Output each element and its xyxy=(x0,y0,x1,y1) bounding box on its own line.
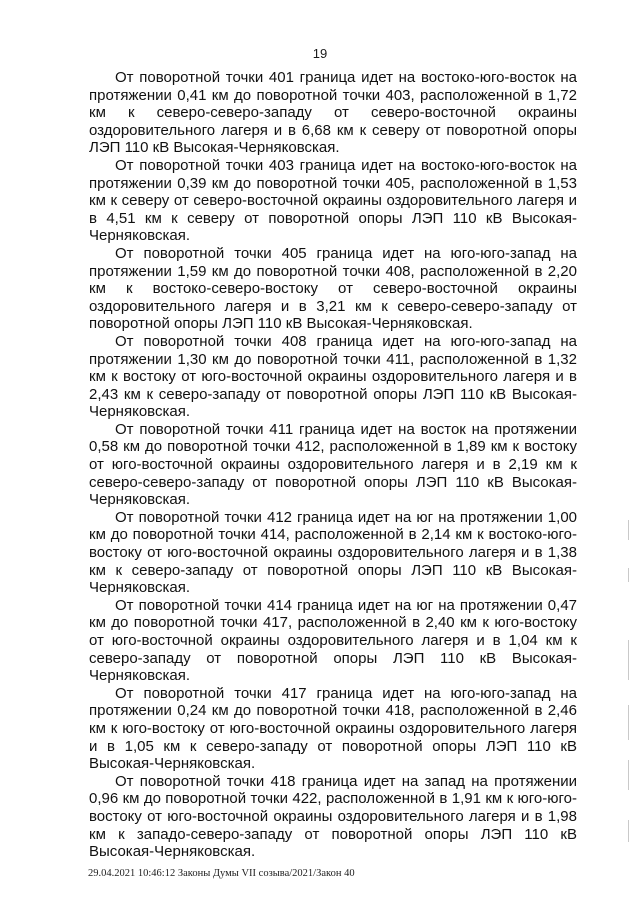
scan-mark xyxy=(628,520,629,540)
page-number: 19 xyxy=(312,46,328,61)
document-footer: 29.04.2021 10:46:12 Законы Думы VII созыва/2021/Закон 40 xyxy=(88,868,355,879)
paragraph: От поворотной точки 412 граница идет на юг на протяжении 1,00 км до поворотной точки 414, расположенной в 2,14 км к востоко-юго-востоку от юго-восточной окраины оздоровительного лагеря и в 1,38 км к северо-западу от поворотной опоры ЛЭП 110 кВ Высокая-Черняковская. xyxy=(89,508,577,597)
paragraph: От поворотной точки 417 граница идет на юго-юго-запад на протяжении 0,24 км до поворотной точки 418, расположенной в 2,46 км к юго-востоку от юго-восточной окраины оздоровительного лагеря и в 1,05 км к северо-западу от поворотной опоры ЛЭП 110 кВ Высокая-Черняковская. xyxy=(89,684,577,773)
scan-mark xyxy=(628,705,629,740)
paragraph: От поворотной точки 405 граница идет на юго-юго-запад на протяжении 1,59 км до поворотной точки 408, расположенной в 2,20 км к востоко-северо-востоку от северо-восточной окраины оздоровительного лагеря и в 3,21 км к северо-северо-западу от поворотной опоры ЛЭП 110 кВ Высокая-Черняковская. xyxy=(89,244,577,333)
scan-mark xyxy=(628,640,629,680)
scan-mark xyxy=(628,568,629,582)
paragraph: От поворотной точки 401 граница идет на востоко-юго-восток на протяжении 0,41 км до поворотной точки 403, расположенной в 1,72 км к северо-северо-западу от северо-восточной окраины оздоровительного лагеря и в 6,68 км к северу от поворотной опоры ЛЭП 110 кВ Высокая-Черняковская. xyxy=(89,69,577,157)
paragraph: От поворотной точки 414 граница идет на юг на протяжении 0,47 км до поворотной точки 417, расположенной в 2,40 км к юго-востоку от юго-восточной окраины оздоровительного лагеря и в 1,04 км к северо-западу от поворотной опоры ЛЭП 110 кВ Высокая-Черняковская. xyxy=(89,596,577,685)
paragraph: От поворотной точки 408 граница идет на юго-юго-запад на протяжении 1,30 км до поворотной точки 411, расположенной в 1,32 км к востоку от юго-восточной окраины оздоровительного лагеря и в 2,43 км к северо-западу от поворотной опоры ЛЭП 110 кВ Высокая-Черняковская. xyxy=(89,332,577,421)
margin-scan-marks xyxy=(624,520,634,850)
paragraph: От поворотной точки 411 граница идет на восток на протяжении 0,58 км до поворотной точки 412, расположенной в 1,89 км к востоку от юго-восточной окраины оздоровительного лагеря и в 2,19 км к северо-северо-западу от поворотной опоры ЛЭП 110 кВ Высокая-Черняковская. xyxy=(89,420,577,509)
scan-mark xyxy=(628,760,629,790)
document-body xyxy=(89,69,577,861)
paragraph: От поворотной точки 403 граница идет на востоко-юго-восток на протяжении 0,39 км до поворотной точки 405, расположенной в 1,53 км к северу от северо-восточной окраины оздоровительного лагеря и в 4,51 км к северу от поворотной опоры ЛЭП 110 кВ Высокая-Черняковская. xyxy=(89,156,577,245)
scan-mark xyxy=(628,820,629,842)
paragraph: От поворотной точки 418 граница идет на запад на протяжении 0,96 км до поворотной точки 422, расположенной в 1,91 км к юго-юго-востоку от юго-восточной окраины оздоровительного лагеря и в 1,98 км к западо-северо-западу от поворотной опоры ЛЭП 110 кВ Высокая-Черняковская. xyxy=(89,772,577,861)
